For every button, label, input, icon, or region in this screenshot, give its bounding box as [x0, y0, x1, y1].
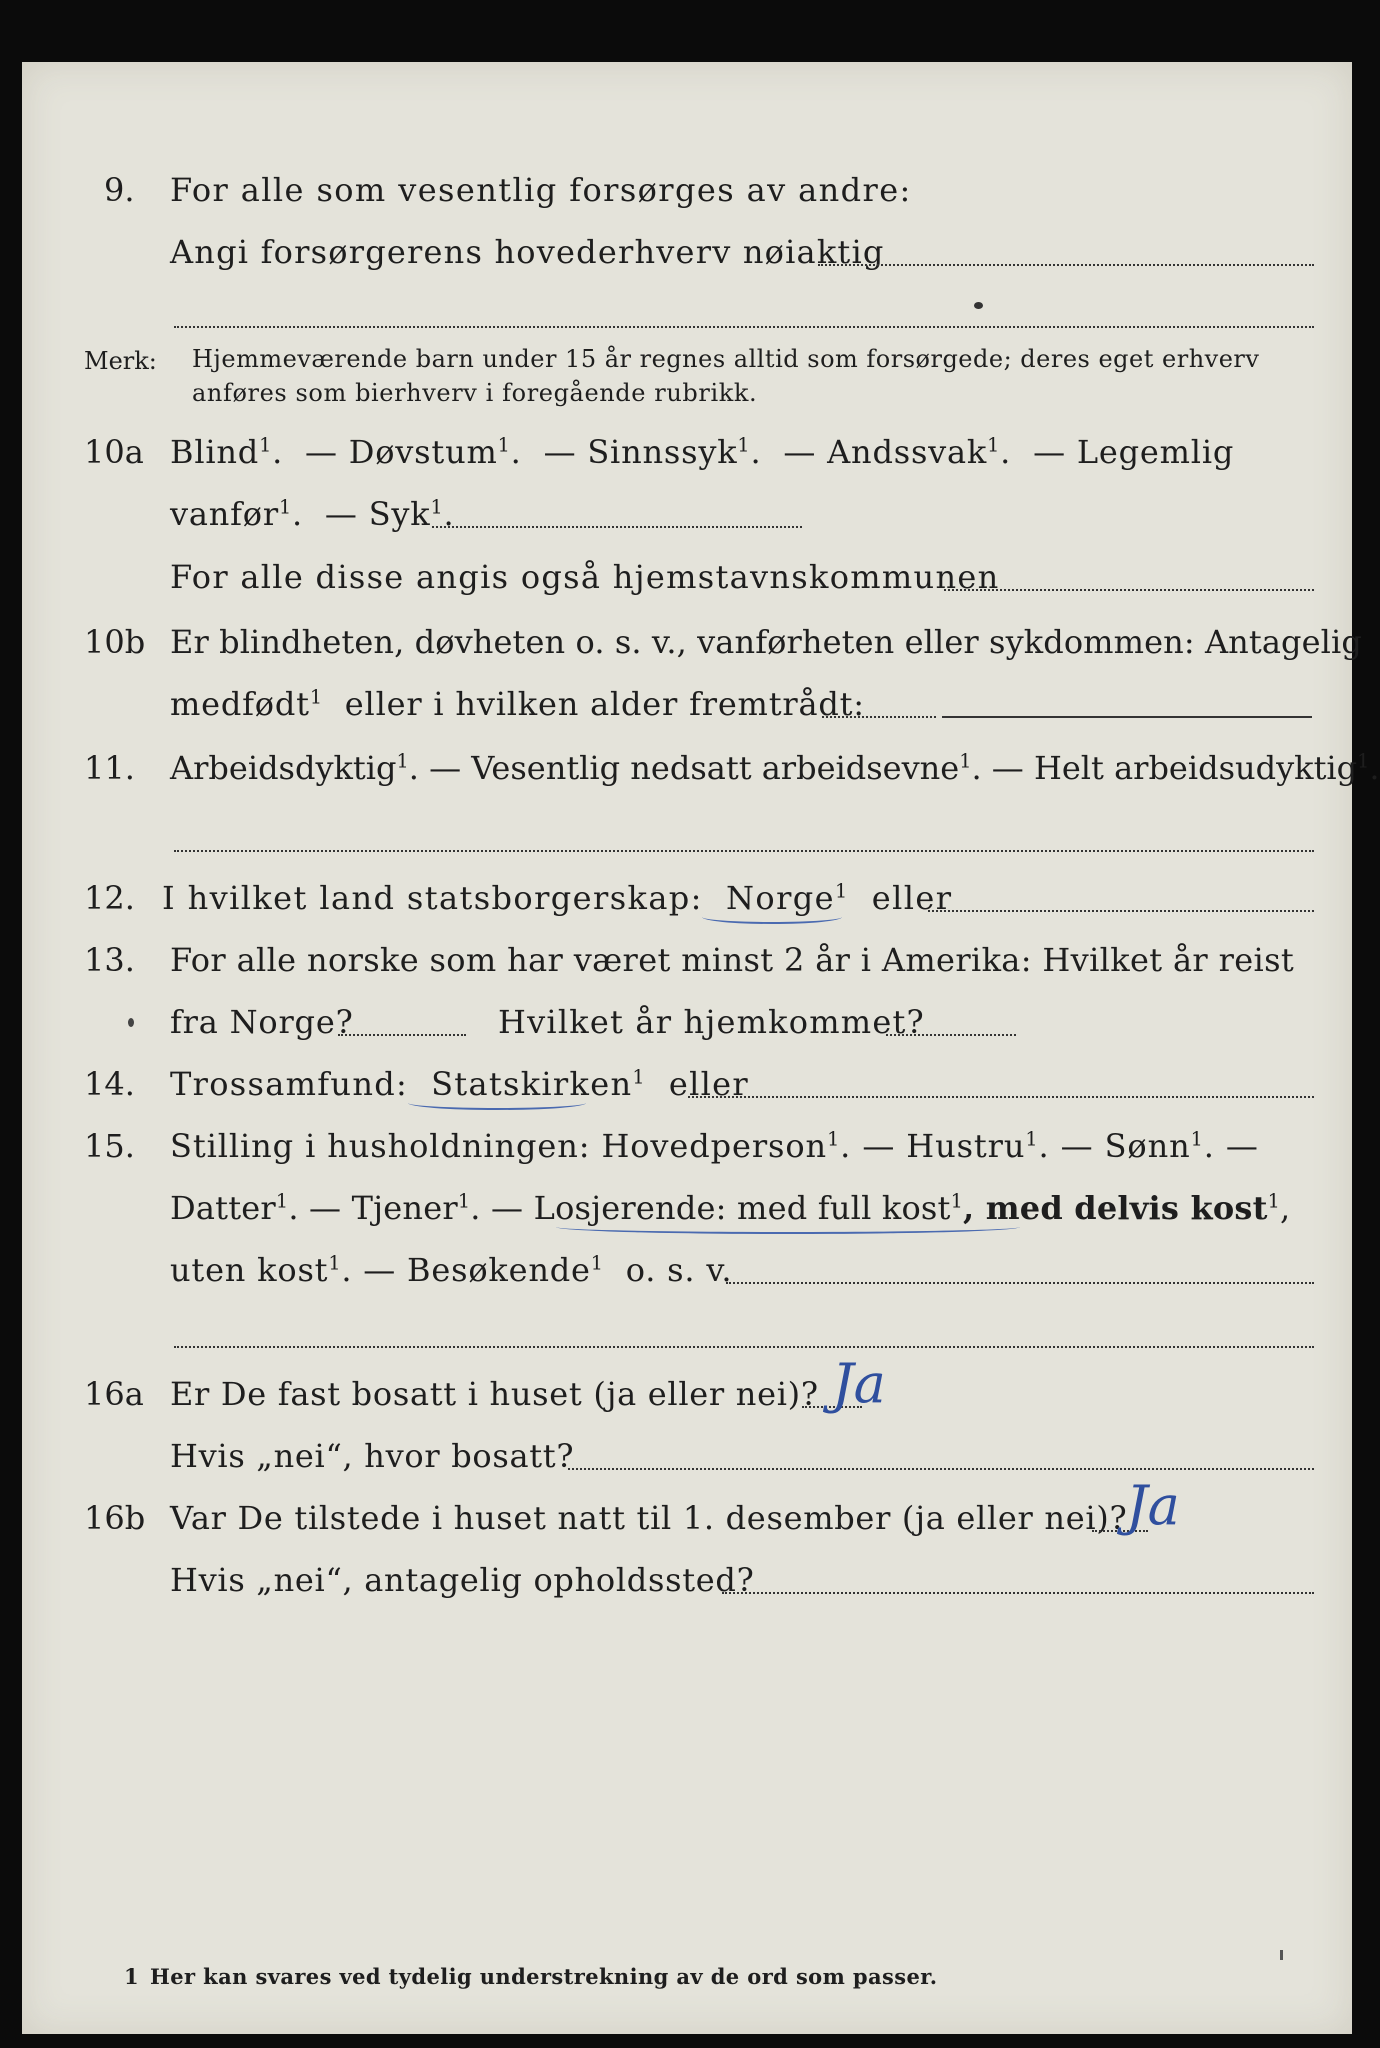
q15-line1: Stilling i husholdningen: Hovedperson$^1$. — Hustru$^1$. — Sønn$^1$. —	[170, 1127, 1259, 1165]
answer-dotted-line	[822, 716, 936, 718]
ink-dot	[974, 302, 983, 309]
answer-dotted-line	[568, 1468, 1314, 1470]
option-vanfor: vanfør	[170, 495, 279, 533]
q14-line: Trossamfund: Statskirken$^1$ eller	[170, 1065, 749, 1103]
q12-line: I hvilket land statsborgerskap: Norge$^1$ eller	[162, 879, 953, 917]
item-number-13: 13.	[84, 941, 135, 979]
ink-mark	[1280, 1950, 1283, 1960]
item-number-16a: 16a	[84, 1375, 144, 1413]
q11-line: Arbeidsdyktig$^1$. — Vesentlig nedsatt arbeidsevne$^1$. — Helt arbeidsudyktig$^1$.	[170, 749, 1380, 787]
q10b-line1: Er blindheten, døvheten o. s. v., vanførheten eller sykdommen: Antagelig	[170, 623, 1362, 661]
q10a-line1: Blind$^1$. — Døvstum$^1$. — Sinnssyk$^1$. — Andssvak$^1$. — Legemlig	[170, 433, 1235, 471]
answer-dotted-line	[432, 526, 802, 528]
merk-label: Merk:	[84, 347, 157, 375]
item-number-11: 11.	[84, 749, 135, 787]
handwritten-underline	[702, 910, 842, 924]
q9-line1: For alle som vesentlig forsørges av andre:	[170, 171, 912, 209]
item-number-14: 14.	[84, 1065, 135, 1103]
q16a-line2: Hvis „nei“, hvor bosatt?	[170, 1437, 575, 1475]
option-blind: Blind	[170, 433, 260, 471]
option-legemlig: — Legemlig	[1033, 433, 1235, 471]
answer-statskirken: Statskirken	[431, 1065, 633, 1103]
answer-dotted-line	[886, 1034, 1016, 1036]
q13-line2b: Hvilket år hjemkommet?	[498, 1003, 925, 1041]
answer-dotted-line	[818, 264, 1314, 266]
merk-line1: Hjemmeværende barn under 15 år regnes alltid som forsørgede; deres eget erhverv	[192, 345, 1260, 373]
answer-line	[942, 716, 1312, 718]
item-number-9: 9.	[104, 171, 135, 209]
answer-dotted-line	[688, 1096, 1314, 1098]
handwritten-underline	[408, 1096, 586, 1110]
merk-line2: anføres som bierhverv i foregående rubrikk.	[192, 379, 758, 407]
handwritten-underline	[556, 1220, 1020, 1234]
answer-dotted-line	[726, 1282, 1314, 1284]
q16a-line1: Er De fast bosatt i huset (ja eller nei)?	[170, 1375, 819, 1413]
answer-dotted-line	[722, 1592, 1314, 1594]
q15-line2: Datter$^1$. — Tjener$^1$. — Losjerende: med full kost$^1$, med delvis kost$^1$,	[170, 1189, 1291, 1227]
answer-norge: Norge	[726, 879, 836, 917]
item-number-12: 12.	[84, 879, 135, 917]
answer-losjerende: Losjerende: med full kost	[533, 1189, 951, 1227]
q16b-line1: Var De tilstede i huset natt til 1. desember (ja eller nei)?	[170, 1499, 1128, 1537]
q10a-line3: For alle disse angis også hjemstavnskommunen	[170, 558, 1000, 596]
option-syk: — Syk	[324, 495, 431, 533]
item-number-16b: 16b	[84, 1499, 146, 1537]
q16b-line2: Hvis „nei“, antagelig opholdssted?	[170, 1561, 755, 1599]
q13-line1: For alle norske som har været minst 2 år i Amerika: Hvilket år reist	[170, 941, 1295, 979]
answer-dotted-line	[174, 326, 1314, 328]
ink-mark	[128, 1018, 134, 1027]
footnote-text: Her kan svares ved tydelig understrekning av de ord som passer.	[150, 1964, 938, 1989]
answer-dotted-line	[944, 589, 1314, 591]
item-number-15: 15.	[84, 1127, 135, 1165]
item-number-10a: 10a	[84, 433, 144, 471]
answer-dotted-line	[928, 910, 1314, 912]
q15-line3: uten kost$^1$. — Besøkende$^1$ o. s. v.	[170, 1251, 733, 1289]
q13-line2a: fra Norge?	[170, 1003, 354, 1041]
answer-dotted-line	[174, 850, 1314, 852]
handwritten-answer-16b: Ja	[1126, 1474, 1180, 1537]
item-number-10b: 10b	[84, 623, 146, 661]
footnote-mark: 1	[124, 1964, 139, 1989]
q9-line2: Angi forsørgerens hovederhverv nøiaktig	[170, 233, 885, 271]
option-andssvak: — Andssvak	[783, 433, 988, 471]
q10a-line2: vanfør$^1$. — Syk$^1$.	[170, 495, 455, 533]
form-page	[22, 62, 1380, 2034]
handwritten-answer-16a: Ja	[832, 1352, 886, 1415]
q10b-line2: medfødt$^1$ eller i hvilken alder fremtrådt:	[170, 685, 865, 723]
option-dovstum: — Døvstum	[305, 433, 498, 471]
option-sinnssyk: — Sinnssyk	[543, 433, 738, 471]
answer-dotted-line	[338, 1034, 466, 1036]
answer-dotted-line	[174, 1346, 1314, 1348]
